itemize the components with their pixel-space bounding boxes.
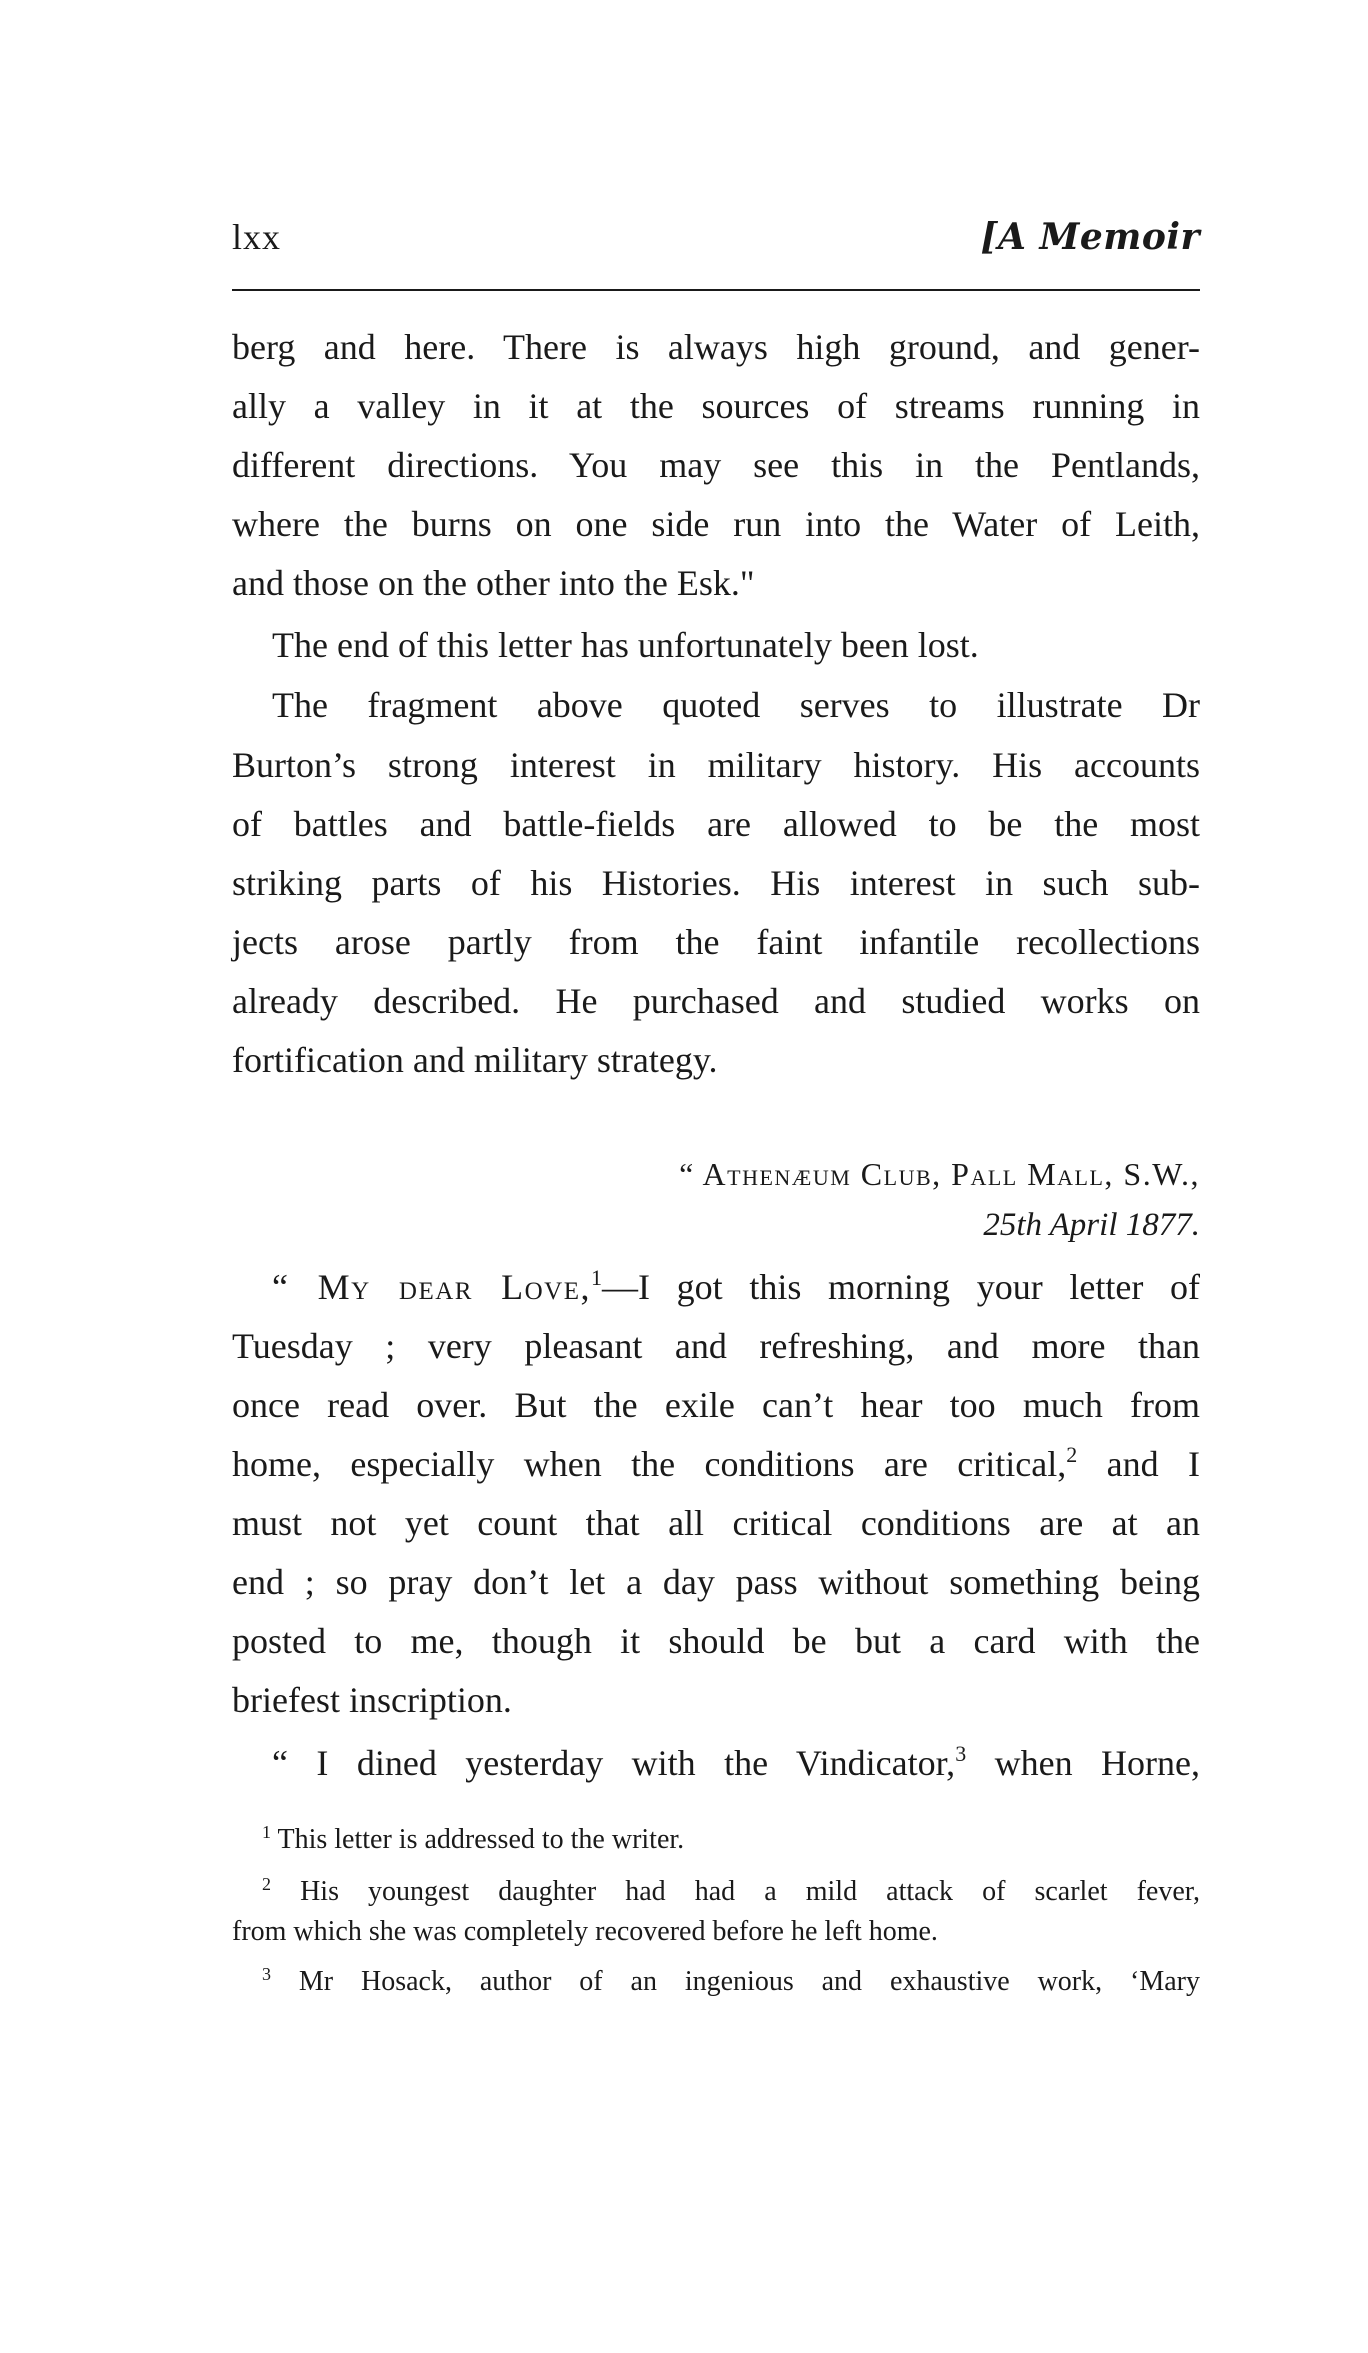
letter-date: 25th April 1877.: [983, 1207, 1200, 1243]
text-line: jects arose partly from the faint infantile recollections: [232, 922, 1200, 962]
letter-opening: [272, 1262, 1200, 1312]
footnote: $^1$ This letter is addressed to the writer.: [262, 1822, 685, 1855]
letter-opening-text: —I got this morning your letter of: [602, 1267, 1200, 1307]
text-line: posted to me, though it should be but a card with the: [232, 1621, 1200, 1661]
text-line: and those on the other into the Esk.": [232, 563, 755, 603]
text-line: home, especially when the conditions are critical,$^2$ and I: [232, 1442, 1200, 1484]
footnote-ref: 3: [955, 1741, 967, 1766]
text-line: berg and here. There is always high ground, and gener-: [232, 327, 1200, 367]
text-line: of battles and battle-fields are allowed to be the most: [232, 804, 1200, 844]
footnote-marker: 1: [262, 1822, 271, 1842]
footnote-ref: 1: [591, 1265, 602, 1290]
text-line: different directions. You may see this in the Pentlands,: [232, 445, 1200, 485]
text-line: already described. He purchased and studied works on: [232, 981, 1200, 1021]
footnote: $^3$ Mr Hosack, author of an ingenious and exhaustive work, ‘Mary: [262, 1964, 1200, 1997]
running-title: [A Memoir: [980, 216, 1200, 258]
text-line: Tuesday ; very pleasant and refreshing, and more than: [232, 1326, 1200, 1366]
text-line: must not yet count that all critical conditions are at an: [232, 1503, 1200, 1543]
text-line: The end of this letter has unfortunately been lost.: [272, 625, 979, 665]
text-line: end ; so pray don’t let a day pass without something being: [232, 1562, 1200, 1602]
text-line: Burton’s strong interest in military history. His accounts: [232, 745, 1200, 785]
letter-salutation: “ My dear Love,: [272, 1267, 591, 1307]
text-line: The fragment above quoted serves to illustrate Dr: [272, 685, 1200, 725]
text-line: “ I dined yesterday with the Vindicator,$^3$ when Horne,: [272, 1741, 1200, 1783]
footnote-marker: 2: [262, 1874, 271, 1894]
letter-address: “ Athenæum Club, Pall Mall, S.W.,: [679, 1156, 1200, 1192]
running-head: [232, 216, 1200, 272]
text-line: where the burns on one side run into the Water of Leith,: [232, 504, 1200, 544]
header-rule: [232, 289, 1200, 291]
page-number: lxx: [232, 217, 282, 257]
footnote-continuation: from which she was completely recovered before he left home.: [232, 1916, 938, 1947]
footnote-ref: 2: [1066, 1442, 1078, 1467]
text-line: fortification and military strategy.: [232, 1040, 718, 1080]
footnote: $^2$ His youngest daughter had had a mild attack of scarlet fever,: [262, 1874, 1200, 1907]
text-line: once read over. But the exile can’t hear too much from: [232, 1385, 1200, 1425]
text-line: striking parts of his Histories. His interest in such sub-: [232, 863, 1200, 903]
text-line: ally a valley in it at the sources of streams running in: [232, 386, 1200, 426]
footnote-marker: 3: [262, 1964, 271, 1984]
text-line: briefest inscription.: [232, 1680, 512, 1720]
